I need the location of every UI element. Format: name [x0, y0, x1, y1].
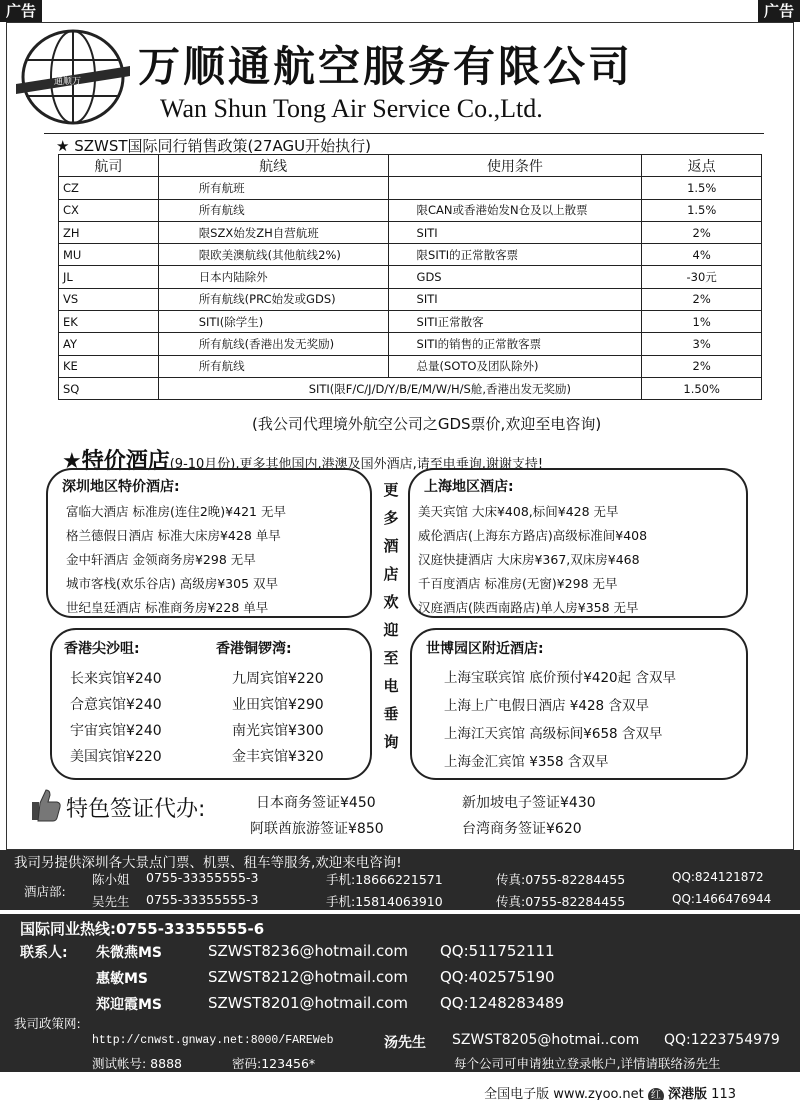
- cell-condition: 限SITI的正常散客票: [388, 244, 642, 266]
- services-bar: [0, 850, 800, 910]
- policy-table: [58, 154, 762, 400]
- list-item: 汉庭酒店(陕西南路店)单人房¥358 无早: [418, 600, 639, 615]
- cell-route: 所有航线: [158, 199, 388, 221]
- intl-contact-name: 朱微燕MS: [96, 945, 163, 961]
- page-number: 113: [711, 1087, 736, 1100]
- cell-route: 限SZX始发ZH自营航班: [158, 221, 388, 243]
- visa-item: 日本商务签证¥450: [256, 795, 376, 811]
- table-row: [59, 244, 762, 266]
- cell-route: 所有航班: [158, 177, 388, 199]
- list-item: 汉庭快捷酒店 大床房¥367,双床房¥468: [418, 552, 640, 567]
- tang-name: 汤先生: [384, 1035, 426, 1051]
- intl-contact-name: 郑迎霞MS: [96, 997, 163, 1013]
- list-item: 城市客栈(欢乐谷店) 高级房¥305 双早: [66, 576, 279, 591]
- contact-qq: QQ:1466476944: [672, 892, 772, 906]
- vertical-slogan: 更多酒店欢迎至电垂询: [383, 481, 399, 751]
- intl-hotline: 国际同业热线:0755-33355555-6: [20, 920, 265, 938]
- col-route: 航线: [158, 155, 388, 177]
- gds-note: (我公司代理境外航空公司之GDS票价,欢迎至电咨询): [252, 415, 602, 433]
- intl-contact-email: SZWST8212@hotmail.com: [208, 968, 408, 986]
- logo-text: 通顺万: [54, 77, 82, 87]
- intl-contact-email: SZWST8236@hotmail.com: [208, 942, 408, 960]
- cell-rebate: 2%: [642, 221, 762, 243]
- list-item: 金中轩酒店 金领商务房¥298 无早: [66, 552, 256, 567]
- contact-fax: 传真:0755-82284455: [496, 872, 626, 887]
- intl-contact-name: 惠敏MS: [96, 971, 149, 987]
- cell-condition: SITI: [388, 221, 642, 243]
- col-rebate: 返点: [642, 155, 762, 177]
- cell-airline: VS: [59, 288, 159, 310]
- hongkong-hotels-box: [50, 628, 372, 780]
- ad-label-left: 广告: [0, 0, 42, 22]
- policy-title: ★ SZWST国际同行销售政策(27AGU开始执行): [56, 137, 371, 155]
- list-item: 合意宾馆¥240: [70, 697, 162, 713]
- list-item: 威伦酒店(上海东方路店)高级标准间¥408: [418, 528, 648, 543]
- cell-rebate: 1%: [642, 311, 762, 333]
- test-password: 密码:123456*: [232, 1056, 316, 1071]
- cell-airline: CZ: [59, 177, 159, 199]
- contact-name: 陈小姐: [92, 872, 130, 887]
- table-row: [59, 311, 762, 333]
- table-row: [59, 333, 762, 355]
- list-item: 金丰宾馆¥320: [232, 749, 324, 765]
- hotel-title: ★特价酒店: [62, 449, 170, 474]
- cell-rebate: 1.50%: [642, 377, 762, 399]
- visa-item: 阿联酋旅游签证¥850: [250, 821, 384, 837]
- table-row: [59, 221, 762, 243]
- intl-contact-email: SZWST8201@hotmail.com: [208, 994, 408, 1012]
- list-item: 上海金汇宾馆 ¥358 含双早: [444, 754, 609, 770]
- cell-rebate: 2%: [642, 355, 762, 377]
- edition-icon: 红: [648, 1088, 664, 1100]
- tang-email: SZWST8205@hotmai..com: [452, 1032, 640, 1048]
- contact-qq: QQ:824121872: [672, 870, 764, 884]
- list-item: 格兰德假日酒店 标准大床房¥428 单早: [66, 528, 281, 543]
- page-footer: [484, 1083, 736, 1100]
- list-item: 南光宾馆¥300: [232, 723, 324, 739]
- test-account: 测试帐号: 8888: [92, 1056, 182, 1071]
- contact-name: 吴先生: [92, 894, 130, 909]
- hotel-dept-label: 酒店部:: [24, 884, 66, 899]
- cell-condition: [388, 177, 642, 199]
- visa-item: 新加坡电子签证¥430: [462, 795, 596, 811]
- cell-condition: 总量(SOTO及团队除外): [388, 355, 642, 377]
- cell-route: 所有航线: [158, 355, 388, 377]
- hk-tst-title: 香港尖沙咀:: [64, 641, 140, 657]
- cell-rebate: 1.5%: [642, 177, 762, 199]
- cell-condition: SITI(限F/C/J/D/Y/B/E/M/W/H/S舱,香港出发无奖励): [158, 377, 642, 399]
- list-item: 世纪皇廷酒店 标准商务房¥228 单早: [66, 600, 269, 615]
- cell-rebate: 2%: [642, 288, 762, 310]
- list-item: 上海江天宾馆 高级标间¥658 含双早: [444, 726, 663, 742]
- list-item: 上海宝联宾馆 底价预付¥420起 含双早: [444, 670, 676, 686]
- list-item: 富临大酒店 标准房(连住2晚)¥421 无早: [66, 504, 286, 519]
- list-item: 上海上广电假日酒店 ¥428 含双早: [444, 698, 649, 714]
- cell-airline: CX: [59, 199, 159, 221]
- col-condition: 使用条件: [388, 155, 642, 177]
- cell-airline: AY: [59, 333, 159, 355]
- cell-condition: GDS: [388, 266, 642, 288]
- cell-rebate: -30元: [642, 266, 762, 288]
- cell-route: 日本内陆除外: [158, 266, 388, 288]
- cell-route: 所有航线(香港出发无奖励): [158, 333, 388, 355]
- table-row: [59, 199, 762, 221]
- intl-bar: [0, 914, 800, 1072]
- cell-airline: KE: [59, 355, 159, 377]
- contact-mobile: 手机:15814063910: [326, 894, 443, 909]
- shenzhen-hotels-box: [46, 468, 372, 618]
- cell-rebate: 3%: [642, 333, 762, 355]
- shanghai-hotels-box: [408, 468, 748, 618]
- intl-contact-qq: QQ:402575190: [440, 968, 555, 986]
- contact-tel: 0755-33355555-3: [146, 892, 259, 907]
- table-row: [59, 266, 762, 288]
- intl-contact-qq: QQ:1248283489: [440, 994, 565, 1012]
- table-row: [59, 177, 762, 199]
- contact-label: 联系人:: [20, 945, 68, 961]
- visa-title: 特色签证代办:: [66, 797, 206, 822]
- cell-airline: JL: [59, 266, 159, 288]
- thumbs-up-icon: [28, 786, 62, 822]
- cell-route: 限欧美澳航线(其他航线2%): [158, 244, 388, 266]
- list-item: 长来宾馆¥240: [70, 671, 162, 687]
- contact-mobile: 手机:18666221571: [326, 872, 443, 887]
- cell-condition: SITI的销售的正常散客票: [388, 333, 642, 355]
- login-note: 每个公司可申请独立登录帐户,详情请联络汤先生: [454, 1056, 721, 1071]
- hotel-subtitle: (9-10月份),更多其他国内,港澳及国外酒店,请至电垂询,谢谢支持!: [169, 457, 544, 472]
- intl-contact-qq: QQ:511752111: [440, 942, 555, 960]
- company-logo-icon: [14, 26, 132, 128]
- cell-rebate: 4%: [642, 244, 762, 266]
- cell-airline: ZH: [59, 221, 159, 243]
- list-item: 业田宾馆¥290: [232, 697, 324, 713]
- contact-fax: 传真:0755-82284455: [496, 894, 626, 909]
- list-item: 美国宾馆¥220: [70, 749, 162, 765]
- shenzhen-title: 深圳地区特价酒店:: [62, 479, 180, 495]
- tang-qq: QQ:1223754979: [664, 1032, 780, 1048]
- cell-route: 所有航线(PRC始发或GDS): [158, 288, 388, 310]
- policy-site-label: 我司政策网:: [14, 1016, 81, 1031]
- cell-condition: 限CAN或香港始发N仓及以上散票: [388, 199, 642, 221]
- list-item: 宇宙宾馆¥240: [70, 723, 162, 739]
- table-row: [59, 288, 762, 310]
- expo-hotels-box: [410, 628, 748, 780]
- visa-item: 台湾商务签证¥620: [462, 821, 582, 837]
- company-name-cn: 万顺通航空服务有限公司: [138, 42, 634, 91]
- company-name-en: Wan Shun Tong Air Service Co.,Ltd.: [160, 94, 543, 123]
- list-item: 千百度酒店 标准房(无窗)¥298 无早: [418, 576, 618, 591]
- contact-tel: 0755-33355555-3: [146, 870, 259, 885]
- col-airline: 航司: [59, 155, 159, 177]
- table-row: [59, 355, 762, 377]
- services-intro: 我司另提供深圳各大景点门票、机票、租车等服务,欢迎来电咨询!: [14, 855, 402, 871]
- cell-rebate: 1.5%: [642, 199, 762, 221]
- footer-edition: 深港版: [668, 1087, 708, 1100]
- hk-cwb-title: 香港铜锣湾:: [216, 641, 292, 657]
- cell-airline: MU: [59, 244, 159, 266]
- expo-title: 世博园区附近酒店:: [426, 641, 544, 657]
- footer-site: 全国电子版 www.zyoo.net: [484, 1087, 644, 1100]
- policy-url[interactable]: http://cnwst.gnway.net:8000/FAREWeb: [92, 1034, 334, 1047]
- divider: [44, 133, 764, 134]
- list-item: 九周宾馆¥220: [232, 671, 324, 687]
- cell-condition: SITI: [388, 288, 642, 310]
- table-row: [59, 377, 762, 399]
- cell-airline: SQ: [59, 377, 159, 399]
- cell-airline: EK: [59, 311, 159, 333]
- shanghai-title: 上海地区酒店:: [424, 479, 514, 495]
- cell-condition: SITI正常散客: [388, 311, 642, 333]
- list-item: 美天宾馆 大床¥408,标间¥428 无早: [418, 504, 619, 519]
- ad-label-right: 广告: [758, 0, 800, 22]
- cell-route: SITI(除学生): [158, 311, 388, 333]
